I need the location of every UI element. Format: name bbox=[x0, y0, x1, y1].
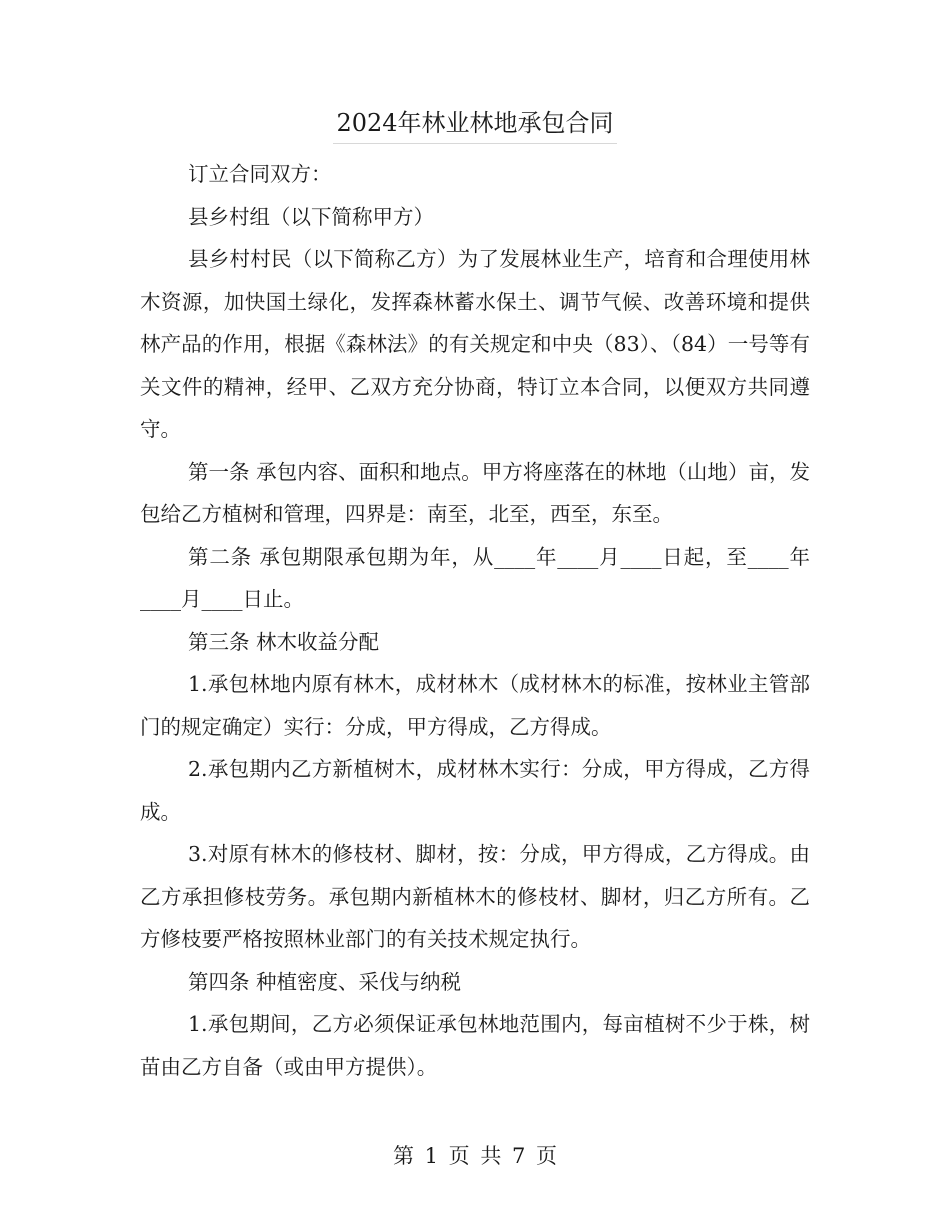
paragraph-party-a: 县乡村组（以下简称甲方） bbox=[188, 204, 434, 229]
paragraph-article-4-heading: 第四条 种植密度、采伐与纳税 bbox=[188, 969, 462, 994]
paragraph-article-3-heading: 第三条 林木收益分配 bbox=[188, 629, 380, 654]
paragraph-party-b-preamble: 县乡村村民（以下简称乙方）为了发展林业生产，培育和合理使用林木资源，加快国土绿化，发挥森林蓄水保土、调节气候、改善环境和提供林产品的作用，根据《森林法》的有关规定和中央（83）、（84）一号等有关文件的精神，经甲、乙双方充分协商，特订立本合同，以便双方共同遵守。 bbox=[140, 247, 810, 441]
paragraph-article-3-item-1: 1.承包林地内原有林木，成材林木（成材林木的标准，按林业主管部门的规定确定）实行：分成，甲方得成，乙方得成。 bbox=[140, 672, 810, 739]
document-title: 2024年林业林地承包合同 bbox=[336, 109, 614, 137]
page-footer: 第 1 页 共 7 页 bbox=[392, 1144, 558, 1168]
paragraph-article-3-item-2: 2.承包期内乙方新植树木，成材林木实行：分成，甲方得成，乙方得成。 bbox=[140, 757, 810, 824]
paragraph-article-3-item-3: 3.对原有林木的修枝材、脚材，按：分成，甲方得成，乙方得成。由乙方承担修枝劳务。承包期内新植林木的修枝材、脚材，归乙方所有。乙方修枝要严格按照林业部门的有关技术规定执行。 bbox=[140, 842, 810, 951]
title-underline bbox=[333, 143, 617, 144]
paragraph-article-1: 第一条 承包内容、面积和地点。甲方将座落在的林地（山地）亩，发包给乙方植树和管理，四界是：南至，北至，西至，东至。 bbox=[140, 459, 810, 526]
document-body bbox=[140, 153, 810, 1088]
paragraph-article-4-item-1: 1.承包期间，乙方必须保证承包林地范围内，每亩植树不少于株，树苗由乙方自备（或由甲方提供）。 bbox=[140, 1012, 810, 1079]
paragraph-article-2: 第二条 承包期限承包期为年，从____年____月____日起，至____年____月____日止。 bbox=[140, 544, 810, 611]
paragraph-parties: 订立合同双方： bbox=[188, 162, 332, 186]
